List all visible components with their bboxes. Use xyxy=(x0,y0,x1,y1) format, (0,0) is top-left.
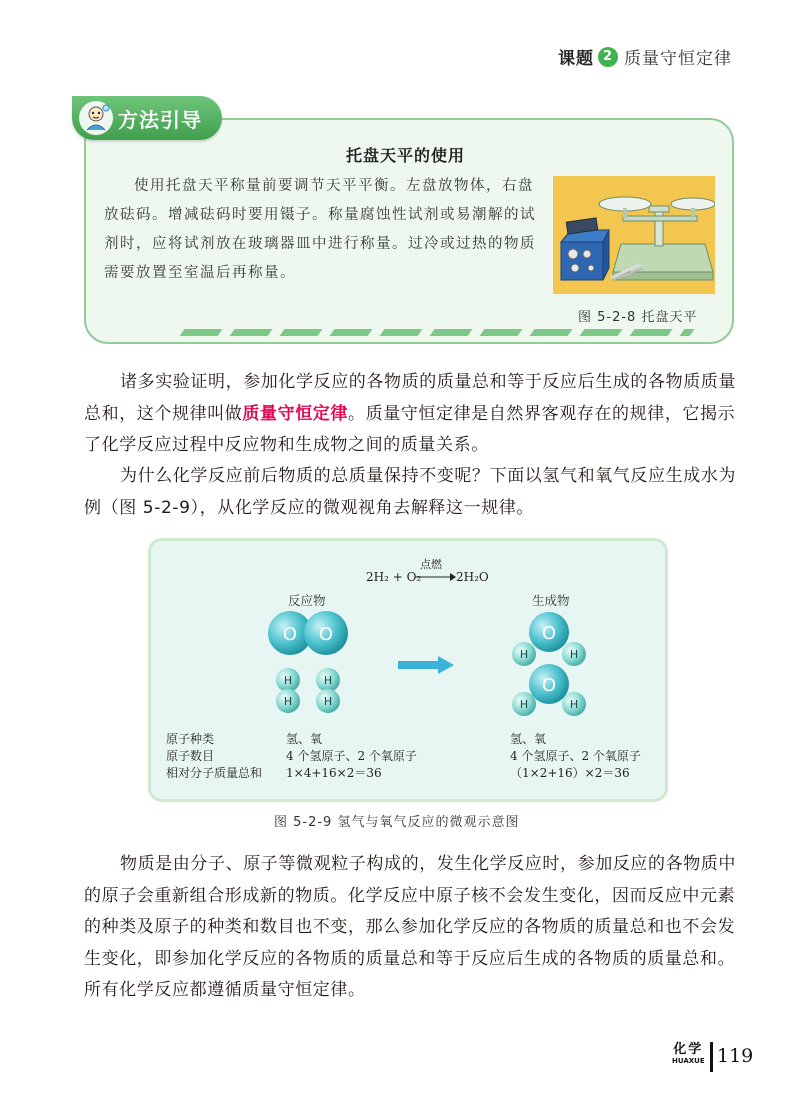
box-title: 托盘天平的使用 xyxy=(346,146,466,165)
header-title: 质量守恒定律 xyxy=(624,49,732,69)
reaction-arrow-icon xyxy=(398,656,454,674)
product-value: 4 个氢原子、2 个氧原子 xyxy=(510,749,641,763)
equation-condition: 点燃 xyxy=(420,558,442,571)
method-guide-tab xyxy=(72,96,222,140)
paragraph-1-text-a: 诸多实验证明，参加化学反应的各物质的质量总和等于反应后生成的各物质质量总和，这个规律叫做 xyxy=(84,372,736,424)
equation-reactants: 2H₂ + O₂ xyxy=(366,570,422,584)
page-number: 119 xyxy=(717,1045,754,1067)
product-values xyxy=(510,731,641,782)
atom-label: H xyxy=(283,695,293,708)
row-label: 相对分子质量总和 xyxy=(166,766,263,780)
reactant-values xyxy=(286,731,417,782)
header-number-badge: 2 xyxy=(598,47,618,67)
footer-subject-cn: 化学 xyxy=(673,1042,704,1057)
row-label: 原子种类 xyxy=(166,732,215,746)
decorative-stripes xyxy=(180,329,695,336)
reactant-value: 4 个氢原子、2 个氧原子 xyxy=(286,749,417,763)
reaction-figure-caption: 图 5-2-9 氢气与氧气反应的微观示意图 xyxy=(274,815,520,830)
atom-label: H xyxy=(519,648,529,661)
products-label: 生成物 xyxy=(532,593,570,608)
reactants-label: 反应物 xyxy=(288,593,326,608)
atom-label: H xyxy=(323,695,333,708)
atom-label: O xyxy=(282,624,298,645)
atom-label: H xyxy=(283,674,293,687)
molecule-diagram xyxy=(150,600,664,725)
balance-illustration xyxy=(553,176,715,294)
row-labels xyxy=(166,731,262,782)
footer-subject-en: HUAXUE xyxy=(672,1057,705,1065)
atom-label: O xyxy=(541,675,557,696)
atom-label: O xyxy=(541,623,557,644)
hydrogen-molecule xyxy=(276,668,300,713)
balance-figure-caption: 图 5-2-8 托盘天平 xyxy=(578,310,698,325)
atom-label: H xyxy=(323,674,333,687)
paragraph-1-text-b: 。质量守恒定律是自然界客观存在的规律，它揭示了化学反应过程中反应物和生成物之间的质量关系。 xyxy=(84,403,736,455)
reactant-value: 1×4+16×2＝36 xyxy=(286,766,382,780)
oxygen-molecule xyxy=(268,611,348,655)
atom-label: H xyxy=(569,648,579,661)
hydrogen-molecule xyxy=(316,668,340,713)
box-paragraph: 使用托盘天平称量前要调节天平平衡。左盘放物体，右盘放砝码。增减砝码时要用镊子。称量腐蚀性试剂或易潮解的试剂时，应将试剂放在玻璃器皿中进行称量。过冷或过热的物质需要放置至室温后再称量。 xyxy=(104,178,536,281)
row-label: 原子数目 xyxy=(166,749,215,763)
running-header xyxy=(558,44,732,69)
footer-divider xyxy=(710,1042,713,1072)
atom-label: H xyxy=(519,698,529,711)
balance-photo xyxy=(553,176,715,294)
footer-subject xyxy=(672,1043,705,1066)
atom-label: H xyxy=(569,698,579,711)
paragraph-2: 为什么化学反应前后物质的总质量保持不变呢？下面以氢气和氧气反应生成水为例（图 5-2-9），从化学反应的微观视角去解释这一规律。 xyxy=(84,466,736,518)
reactant-value: 氢、氧 xyxy=(286,732,323,746)
equation-arrow-icon xyxy=(416,570,456,584)
product-value: 氢、氧 xyxy=(510,732,547,746)
atom-label: O xyxy=(318,624,334,645)
product-value: （1×2+16）×2＝36 xyxy=(510,766,630,780)
equation-product: 2H₂O xyxy=(456,570,489,584)
scientist-mascot-icon xyxy=(76,98,116,138)
water-molecule xyxy=(512,664,586,716)
paragraph-3: 物质是由分子、原子等微观粒子构成的，发生化学反应时，参加反应的各物质中的原子会重新组合形成新的物质。化学反应中原子核不会发生变化，因而反应中元素的种类及原子的种类和数目也不变，那么参加化学反应的各物质的质量总和也不会发生变化，即参加化学反应的各物质的质量总和等于反应后生成的各物质的质量总和。所有化学反应都遵循质量守恒定律。 xyxy=(84,854,736,1000)
water-molecule xyxy=(512,612,586,666)
paragraph-1 xyxy=(84,367,736,462)
key-term: 质量守恒定律 xyxy=(242,403,349,424)
method-guide-title: 方法引导 xyxy=(118,107,202,132)
header-label: 课题 xyxy=(558,49,594,69)
